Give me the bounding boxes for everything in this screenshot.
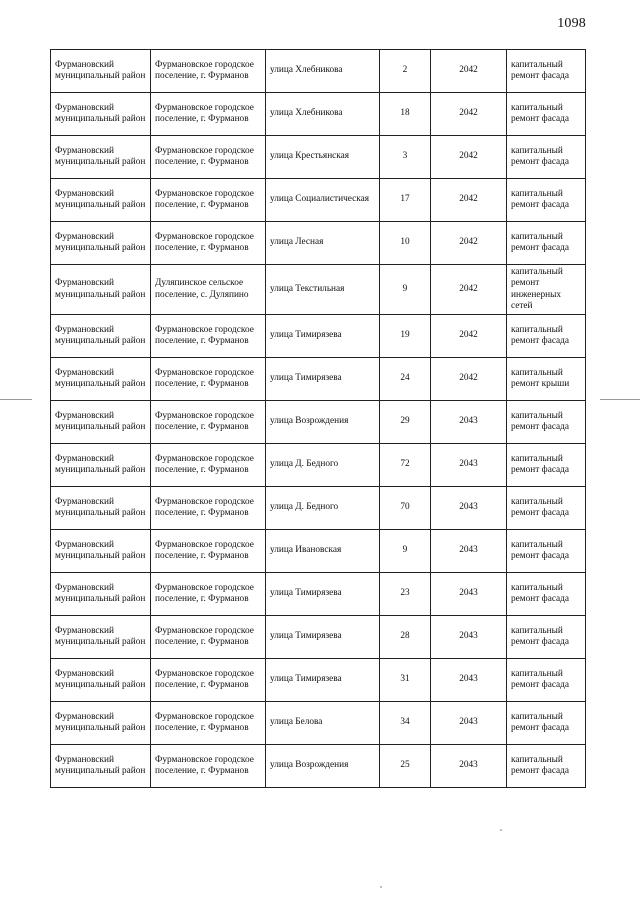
district-cell: Фурмановский муниципальный район [51, 745, 151, 788]
year-cell: 2043 [431, 702, 507, 745]
table-row [51, 745, 586, 788]
settlement-cell: Фурмановское городское поселение, г. Фурманов [151, 530, 266, 573]
work-type-cell: капитальный ремонт фасада [507, 179, 586, 222]
table-row [51, 487, 586, 530]
table-row [51, 50, 586, 93]
street-cell: улица Хлебникова [266, 50, 380, 93]
work-type-cell: капитальный ремонт фасада [507, 222, 586, 265]
work-type-cell: капитальный ремонт фасада [507, 444, 586, 487]
district-cell: Фурмановский муниципальный район [51, 530, 151, 573]
table-body [51, 50, 586, 788]
house-number-cell: 29 [380, 401, 431, 444]
district-cell: Фурмановский муниципальный район [51, 50, 151, 93]
house-number-cell: 2 [380, 50, 431, 93]
street-cell: улица Ивановская [266, 530, 380, 573]
work-type-cell: капитальный ремонт фасада [507, 659, 586, 702]
settlement-cell: Дуляпинское сельское поселение, с. Дуляпино [151, 265, 266, 315]
settlement-cell: Фурмановское городское поселение, г. Фурманов [151, 136, 266, 179]
street-cell: улица Текстильная [266, 265, 380, 315]
table-row [51, 616, 586, 659]
street-cell: улица Возрождения [266, 401, 380, 444]
page-number: 1098 [557, 16, 586, 31]
house-number-cell: 23 [380, 573, 431, 616]
year-cell: 2042 [431, 265, 507, 315]
district-cell: Фурмановский муниципальный район [51, 702, 151, 745]
district-cell: Фурмановский муниципальный район [51, 136, 151, 179]
settlement-cell: Фурмановское городское поселение, г. Фурманов [151, 616, 266, 659]
house-number-cell: 28 [380, 616, 431, 659]
street-cell: улица Хлебникова [266, 93, 380, 136]
district-cell: Фурмановский муниципальный район [51, 659, 151, 702]
street-cell: улица Тимирязева [266, 616, 380, 659]
work-type-cell: капитальный ремонт фасада [507, 93, 586, 136]
work-type-cell: капитальный ремонт фасада [507, 315, 586, 358]
table-row [51, 444, 586, 487]
district-cell: Фурмановский муниципальный район [51, 358, 151, 401]
street-cell: улица Социалистическая [266, 179, 380, 222]
work-type-cell: капитальный ремонт фасада [507, 745, 586, 788]
house-number-cell: 24 [380, 358, 431, 401]
table-row [51, 530, 586, 573]
district-cell: Фурмановский муниципальный район [51, 616, 151, 659]
table-row [51, 222, 586, 265]
table-row [51, 358, 586, 401]
scan-artifact-right [600, 399, 640, 400]
house-number-cell: 3 [380, 136, 431, 179]
house-number-cell: 25 [380, 745, 431, 788]
street-cell: улица Тимирязева [266, 573, 380, 616]
house-number-cell: 70 [380, 487, 431, 530]
year-cell: 2043 [431, 530, 507, 573]
table-row [51, 315, 586, 358]
district-cell: Фурмановский муниципальный район [51, 444, 151, 487]
settlement-cell: Фурмановское городское поселение, г. Фурманов [151, 93, 266, 136]
settlement-cell: Фурмановское городское поселение, г. Фурманов [151, 444, 266, 487]
work-type-cell: капитальный ремонт фасада [507, 616, 586, 659]
year-cell: 2043 [431, 444, 507, 487]
street-cell: улица Лесная [266, 222, 380, 265]
house-number-cell: 31 [380, 659, 431, 702]
street-cell: улица Возрождения [266, 745, 380, 788]
work-type-cell: капитальный ремонт фасада [507, 401, 586, 444]
settlement-cell: Фурмановское городское поселение, г. Фурманов [151, 401, 266, 444]
settlement-cell: Фурмановское городское поселение, г. Фурманов [151, 702, 266, 745]
year-cell: 2042 [431, 93, 507, 136]
year-cell: 2042 [431, 315, 507, 358]
work-type-cell: капитальный ремонт фасада [507, 530, 586, 573]
settlement-cell: Фурмановское городское поселение, г. Фурманов [151, 50, 266, 93]
year-cell: 2043 [431, 573, 507, 616]
district-cell: Фурмановский муниципальный район [51, 401, 151, 444]
table-row [51, 573, 586, 616]
street-cell: улица Тимирязева [266, 315, 380, 358]
house-number-cell: 72 [380, 444, 431, 487]
street-cell: улица Тимирязева [266, 659, 380, 702]
scan-speck [500, 829, 502, 831]
repair-schedule-table [50, 49, 586, 788]
district-cell: Фурмановский муниципальный район [51, 265, 151, 315]
settlement-cell: Фурмановское городское поселение, г. Фурманов [151, 179, 266, 222]
street-cell: улица Д. Бедного [266, 487, 380, 530]
house-number-cell: 34 [380, 702, 431, 745]
year-cell: 2043 [431, 745, 507, 788]
work-type-cell: капитальный ремонт фасада [507, 50, 586, 93]
house-number-cell: 17 [380, 179, 431, 222]
work-type-cell: капитальный ремонт инженерных сетей [507, 265, 586, 315]
year-cell: 2042 [431, 136, 507, 179]
house-number-cell: 10 [380, 222, 431, 265]
work-type-cell: капитальный ремонт фасада [507, 136, 586, 179]
settlement-cell: Фурмановское городское поселение, г. Фурманов [151, 487, 266, 530]
scan-artifact-left [0, 399, 32, 400]
year-cell: 2043 [431, 616, 507, 659]
table-row [51, 136, 586, 179]
table-row [51, 179, 586, 222]
work-type-cell: капитальный ремонт крыши [507, 358, 586, 401]
house-number-cell: 9 [380, 265, 431, 315]
table-row [51, 702, 586, 745]
table-row [51, 401, 586, 444]
district-cell: Фурмановский муниципальный район [51, 179, 151, 222]
year-cell: 2043 [431, 401, 507, 444]
table-row [51, 265, 586, 315]
year-cell: 2043 [431, 659, 507, 702]
district-cell: Фурмановский муниципальный район [51, 487, 151, 530]
work-type-cell: капитальный ремонт фасада [507, 573, 586, 616]
year-cell: 2042 [431, 358, 507, 401]
settlement-cell: Фурмановское городское поселение, г. Фурманов [151, 745, 266, 788]
settlement-cell: Фурмановское городское поселение, г. Фурманов [151, 573, 266, 616]
district-cell: Фурмановский муниципальный район [51, 93, 151, 136]
street-cell: улица Белова [266, 702, 380, 745]
year-cell: 2042 [431, 222, 507, 265]
street-cell: улица Крестьянская [266, 136, 380, 179]
street-cell: улица Тимирязева [266, 358, 380, 401]
house-number-cell: 9 [380, 530, 431, 573]
table-row [51, 93, 586, 136]
settlement-cell: Фурмановское городское поселение, г. Фурманов [151, 222, 266, 265]
table-row [51, 659, 586, 702]
year-cell: 2042 [431, 50, 507, 93]
settlement-cell: Фурмановское городское поселение, г. Фурманов [151, 315, 266, 358]
district-cell: Фурмановский муниципальный район [51, 222, 151, 265]
house-number-cell: 19 [380, 315, 431, 358]
house-number-cell: 18 [380, 93, 431, 136]
settlement-cell: Фурмановское городское поселение, г. Фурманов [151, 358, 266, 401]
work-type-cell: капитальный ремонт фасада [507, 702, 586, 745]
year-cell: 2042 [431, 179, 507, 222]
street-cell: улица Д. Бедного [266, 444, 380, 487]
work-type-cell: капитальный ремонт фасада [507, 487, 586, 530]
district-cell: Фурмановский муниципальный район [51, 315, 151, 358]
settlement-cell: Фурмановское городское поселение, г. Фурманов [151, 659, 266, 702]
scan-speck [380, 886, 382, 888]
year-cell: 2043 [431, 487, 507, 530]
district-cell: Фурмановский муниципальный район [51, 573, 151, 616]
